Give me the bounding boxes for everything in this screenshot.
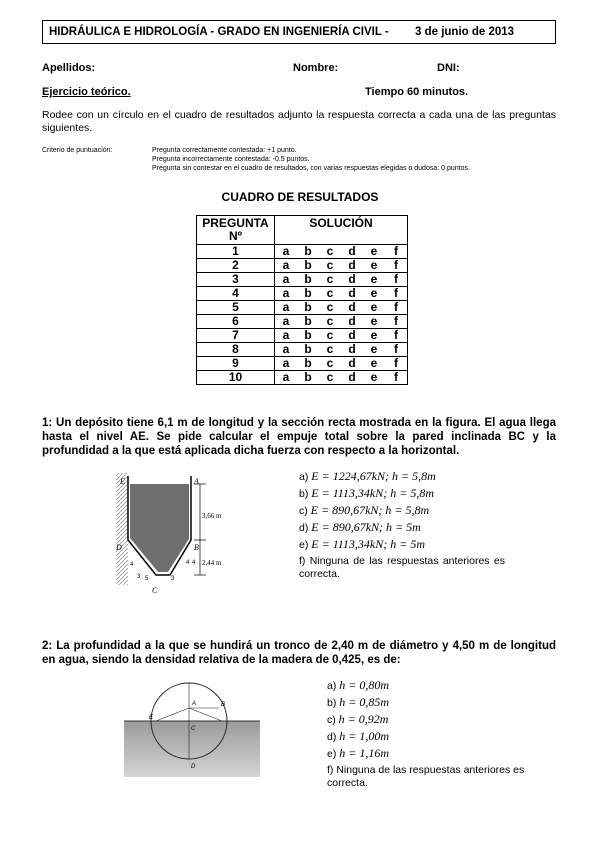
answer-option-cell[interactable]: b — [297, 357, 319, 371]
criteria-line: Pregunta incorrectamente contestada: -0.5 puntos. — [152, 156, 310, 163]
option-d[interactable]: d) E = 890,67kN; h = 5m — [299, 520, 421, 534]
exercise-time: Tiempo 60 minutos. — [365, 86, 469, 98]
table-row — [197, 301, 408, 315]
question-2-options — [327, 677, 559, 790]
point-label: B — [221, 702, 226, 708]
point-label: D — [116, 543, 122, 552]
option-d[interactable]: d) h = 1,00m — [327, 729, 390, 743]
question-number: 2 — [197, 259, 275, 273]
answer-option-cell[interactable]: e — [363, 371, 385, 385]
table-row — [197, 273, 408, 287]
answer-option-cell[interactable]: a — [275, 371, 298, 385]
answer-option-cell[interactable]: a — [275, 273, 298, 287]
answer-option-cell[interactable]: e — [363, 343, 385, 357]
answer-option-cell[interactable]: f — [385, 343, 408, 357]
answer-option-cell[interactable]: b — [297, 245, 319, 259]
point-label: B — [194, 543, 199, 552]
table-row — [197, 287, 408, 301]
answer-option-cell[interactable]: a — [275, 259, 298, 273]
answer-option-cell[interactable]: e — [363, 245, 385, 259]
slope-label: 4 — [186, 560, 190, 566]
exercise-title: Ejercicio teórico. — [42, 86, 131, 98]
answer-option-cell[interactable]: c — [319, 245, 341, 259]
answer-option-cell[interactable]: f — [385, 259, 408, 273]
option-a[interactable]: a) E = 1224,67kN; h = 5,8m — [299, 469, 436, 483]
answer-option-cell[interactable]: d — [341, 259, 363, 273]
table-row — [197, 245, 408, 259]
question-number: 7 — [197, 329, 275, 343]
table-row — [197, 329, 408, 343]
table-row — [197, 259, 408, 273]
answer-option-cell[interactable]: c — [319, 371, 341, 385]
dimension-upper: 3,66 m — [202, 512, 222, 520]
criteria-label: Criterio de puntuación: — [42, 147, 113, 154]
answer-option-cell[interactable]: e — [363, 287, 385, 301]
option-b[interactable]: b) h = 0,85m — [327, 695, 390, 709]
option-b[interactable]: b) E = 1113,34kN; h = 5,8m — [299, 486, 435, 500]
point-label: C — [152, 586, 158, 595]
answer-option-cell[interactable]: f — [385, 371, 408, 385]
nombre-label: Nombre: — [293, 62, 339, 74]
dimension-lower: 2,44 m — [202, 559, 222, 567]
slope-label: 4 — [130, 562, 134, 568]
question-number: 4 — [197, 287, 275, 301]
table-row — [197, 315, 408, 329]
dni-label: DNI: — [437, 62, 460, 74]
question-1-options — [299, 468, 559, 581]
question-number: 10 — [197, 371, 275, 385]
answer-option-cell[interactable]: d — [341, 245, 363, 259]
column-header-question: PREGUNTA Nº — [197, 216, 275, 245]
answer-option-cell[interactable]: d — [341, 371, 363, 385]
answer-option-cell[interactable]: d — [341, 273, 363, 287]
criteria-line: Pregunta sin contestar en el cuadro de resultados, con varias respuestas elegidas o dudosa: 0 puntos. — [152, 165, 470, 172]
criteria-list — [152, 146, 552, 173]
answer-option-cell[interactable]: e — [363, 329, 385, 343]
question-number: 8 — [197, 343, 275, 357]
answer-option-cell[interactable]: f — [385, 301, 408, 315]
answer-option-cell[interactable]: c — [319, 343, 341, 357]
log-figure — [122, 676, 262, 788]
point-label: A — [194, 477, 199, 486]
point-label: E — [149, 715, 154, 721]
question-2-number: 2: — [42, 640, 53, 652]
answer-option-cell[interactable]: d — [341, 315, 363, 329]
answer-option-cell[interactable]: d — [341, 329, 363, 343]
option-c[interactable]: c) E = 890,67kN; h = 5,8m — [299, 503, 430, 517]
answer-option-cell[interactable]: a — [275, 315, 298, 329]
course-title: HIDRÁULICA E HIDROLOGÍA - GRADO EN INGENIERÍA CIVIL - — [49, 26, 389, 38]
answer-option-cell[interactable]: e — [363, 273, 385, 287]
option-f[interactable]: f) Ninguna de las respuestas anteriores es correcta. — [299, 555, 505, 580]
question-2-statement: La profundidad a la que se hundirá un tronco de 2,40 m de diámetro y 4,50 m de longitud en agua, siendo la densidad relativa de la madera de 0,425, es de: — [42, 640, 556, 666]
question-1-number: 1: — [42, 417, 53, 429]
exam-date: 3 de junio de 2013 — [415, 26, 515, 38]
point-label: A — [192, 701, 197, 707]
table-row — [197, 371, 408, 385]
answer-option-cell[interactable]: c — [319, 287, 341, 301]
answer-option-cell[interactable]: d — [341, 287, 363, 301]
answer-option-cell[interactable]: b — [297, 273, 319, 287]
option-e[interactable]: e) h = 1,16m — [327, 746, 390, 760]
answer-option-cell[interactable]: e — [363, 259, 385, 273]
answer-option-cell[interactable]: a — [275, 287, 298, 301]
question-1-text — [42, 416, 556, 458]
exam-header — [42, 20, 556, 44]
answer-option-cell[interactable]: a — [275, 343, 298, 357]
answer-option-cell[interactable]: f — [385, 357, 408, 371]
ground-hatch — [116, 473, 128, 585]
option-c[interactable]: c) h = 0,92m — [327, 712, 389, 726]
point-label: C — [191, 726, 196, 732]
answer-option-cell[interactable]: f — [385, 287, 408, 301]
answer-option-cell[interactable]: d — [341, 343, 363, 357]
question-number: 9 — [197, 357, 275, 371]
answer-option-cell[interactable]: c — [319, 315, 341, 329]
tank-figure — [108, 468, 258, 598]
slope-label: 5 — [145, 576, 149, 582]
answer-option-cell[interactable]: d — [341, 301, 363, 315]
answer-option-cell[interactable]: f — [385, 245, 408, 259]
answer-option-cell[interactable]: c — [319, 329, 341, 343]
answer-option-cell[interactable]: e — [363, 357, 385, 371]
answer-option-cell[interactable]: c — [319, 357, 341, 371]
answer-option-cell[interactable]: a — [275, 301, 298, 315]
point-label: E — [120, 477, 125, 486]
answer-option-cell[interactable]: f — [385, 315, 408, 329]
question-2-text — [42, 639, 556, 667]
criteria-line: Pregunta correctamente contestada: +1 punto. — [152, 147, 297, 154]
answer-option-cell[interactable]: a — [275, 329, 298, 343]
answer-option-cell[interactable]: e — [363, 315, 385, 329]
answer-option-cell[interactable]: c — [319, 273, 341, 287]
answer-option-cell[interactable]: c — [319, 301, 341, 315]
results-table-title: CUADRO DE RESULTADOS — [221, 190, 379, 204]
instructions: Rodee con un círculo en el cuadro de resultados adjunto la respuesta correcta a cada una de las preguntas siguientes. — [42, 109, 556, 134]
question-number: 3 — [197, 273, 275, 287]
answer-option-cell[interactable]: b — [297, 287, 319, 301]
answer-option-cell[interactable]: b — [297, 371, 319, 385]
option-f[interactable]: f) Ninguna de las respuestas anteriores es correcta. — [327, 764, 525, 789]
answer-option-cell[interactable]: b — [297, 329, 319, 343]
column-header-solution: SOLUCIÓN — [275, 216, 408, 245]
answer-option-cell[interactable]: b — [297, 315, 319, 329]
question-1-statement: Un depósito tiene 6,1 m de longitud y la sección recta mostrada en la figura. El agua llega hasta el nivel AE. Se pide calcular el empuje total sobre la pared inclinada BC y la profundidad a la que está aplicada dicha fuerza con respecto a la horizontal. — [42, 417, 556, 457]
point-label: D — [191, 764, 196, 770]
results-table — [196, 215, 408, 385]
slope-label: 4 — [192, 560, 196, 566]
apellidos-label: Apellidos: — [42, 62, 96, 74]
answer-option-cell[interactable]: b — [297, 259, 319, 273]
answer-option-cell[interactable]: d — [341, 357, 363, 371]
answer-option-cell[interactable]: a — [275, 245, 298, 259]
answer-option-cell[interactable]: f — [385, 329, 408, 343]
answer-option-cell[interactable]: b — [297, 343, 319, 357]
question-number: 1 — [197, 245, 275, 259]
table-row — [197, 357, 408, 371]
answer-option-cell[interactable]: f — [385, 273, 408, 287]
option-e[interactable]: e) E = 1113,34kN; h = 5m — [299, 537, 426, 551]
slope-label: 3 — [137, 574, 141, 580]
option-a[interactable]: a) h = 0,80m — [327, 678, 390, 692]
slope-label: 3 — [171, 576, 175, 582]
answer-option-cell[interactable]: e — [363, 301, 385, 315]
answer-option-cell[interactable]: a — [275, 357, 298, 371]
question-number: 6 — [197, 315, 275, 329]
answer-option-cell[interactable]: b — [297, 301, 319, 315]
table-row — [197, 343, 408, 357]
answer-option-cell[interactable]: c — [319, 259, 341, 273]
question-number: 5 — [197, 301, 275, 315]
